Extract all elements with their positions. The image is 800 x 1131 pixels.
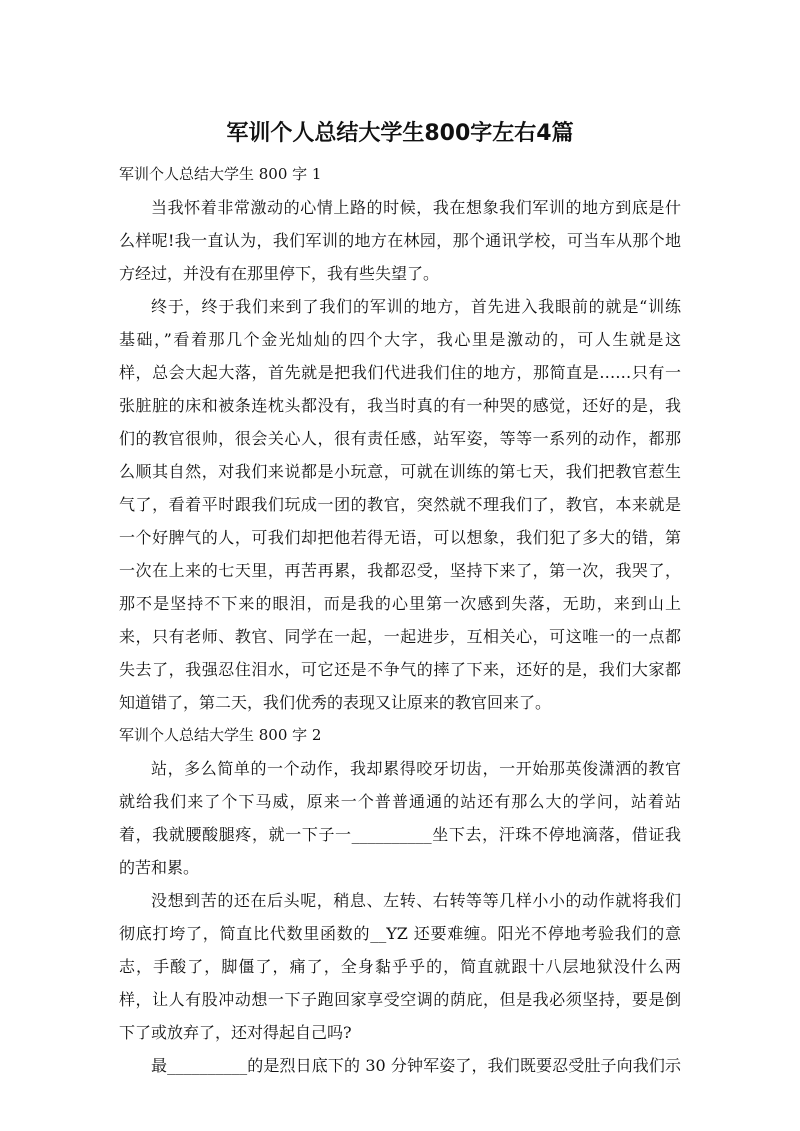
document-body xyxy=(119,158,681,1082)
paragraph xyxy=(119,884,681,1049)
text-line: 么顺其自然，对我们来说都是小玩意，可就在训练的第七天，我们把教官惹生 xyxy=(119,462,681,481)
text-line: 来，只有老师、教官、同学在一起，一起进步，互相关心，可这唯一的一点都 xyxy=(119,627,681,646)
text-line: 张脏脏的床和被条连枕头都没有，我当时真的有一种哭的感觉，还好的是，我 xyxy=(119,396,681,415)
text-line: 着，我就腰酸腿疼，就一下子一__________坐下去，汗珠不停地滴落，借证我 xyxy=(119,825,681,844)
text-line: 下了或放弃了，还对得起自己吗? xyxy=(119,1023,352,1042)
paragraph xyxy=(119,752,681,884)
text-line: 基础，”看着那几个金光灿灿的四个大字，我心里是激动的，可人生就是这 xyxy=(119,330,681,349)
text-line: 站，多么简单的一个动作，我却累得咬牙切齿，一开始那英俊潇洒的教官 xyxy=(151,759,681,778)
text-line: 最__________的是烈日底下的 30 分钟军姿了，我们既要忍受肚子向我们示 xyxy=(151,1056,681,1075)
text-line: 么样呢!我一直认为，我们军训的地方在林园，那个通讯学校，可当车从那个地 xyxy=(119,231,681,250)
text-line: 终于，终于我们来到了我们的军训的地方，首先进入我眼前的就是“训练 xyxy=(151,297,681,316)
text-line: 气了，看着平时跟我们玩成一团的教官，突然就不理我们了，教官，本来就是 xyxy=(119,495,681,514)
paragraph xyxy=(119,1049,681,1082)
text-line: 当我怀着非常激动的心情上路的时候，我在想象我们军训的地方到底是什 xyxy=(151,198,681,217)
paragraph xyxy=(119,191,681,290)
section-heading: 军训个人总结大学生 800 字 1 xyxy=(119,165,322,183)
text-line: 彻底打垮了，简直比代数里函数的__YZ 还要难缠。阳光不停地考验我们的意 xyxy=(119,924,681,943)
text-line: 志，手酸了，脚僵了，痛了，全身黏乎乎的，简直就跟十八层地狱没什么两 xyxy=(119,957,681,976)
text-line: 知道错了，第二天，我们优秀的表现又让原来的教官回来了。 xyxy=(119,693,552,712)
text-line: 一个好脾气的人，可我们却把他若得无语，可以想象，我们犯了多大的错，第 xyxy=(119,528,681,547)
text-line: 方经过，并没有在那里停下，我有些失望了。 xyxy=(119,264,440,283)
text-line: 样，总会大起大落，首先就是把我们代进我们住的地方，那简直是……只有一 xyxy=(119,363,681,382)
paragraph xyxy=(119,290,681,719)
document-title: 军训个人总结大学生800字左右4篇 xyxy=(226,121,574,146)
text-line: 的苦和累。 xyxy=(119,858,200,877)
text-line: 没想到苦的还在后头呢，稍息、左转、右转等等几样小小的动作就将我们 xyxy=(151,891,681,910)
section-heading: 军训个人总结大学生 800 字 2 xyxy=(119,726,322,744)
text-line: 一次在上来的七天里，再苦再累，我都忍受，坚持下来了，第一次，我哭了， xyxy=(119,561,681,580)
text-line: 样，让人有股冲动想一下子跑回家享受空调的荫庇，但是我必须坚持，要是倒 xyxy=(119,990,681,1009)
text-line: 就给我们来了个下马威，原来一个普普通通的站还有那么大的学问，站着站 xyxy=(119,792,681,811)
text-line: 们的教官很帅，很会关心人，很有责任感，站军姿，等等一系列的动作，都那 xyxy=(119,429,681,448)
text-line: 失去了，我强忍住泪水，可它还是不争气的摔了下来，还好的是，我们大家都 xyxy=(119,660,681,679)
text-line: 那不是坚持不下来的眼泪，而是我的心里第一次感到失落，无助，来到山上 xyxy=(119,594,681,613)
